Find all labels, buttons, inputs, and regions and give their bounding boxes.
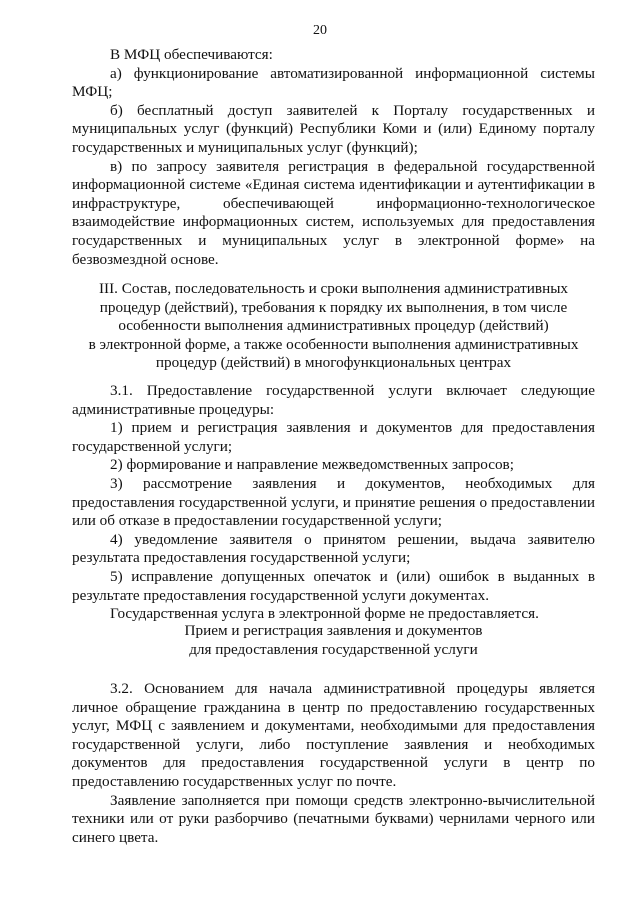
section-heading-line: III. Состав, последовательность и сроки выполнения административных [99,280,568,297]
mfc-provision-item: в) по запросу заявителя регистрация в федеральной государственной информационной системе «Единая система идентификации и аутентификации в инфраструктуре, обеспечивающей информационно-технологическое взаимодействие информационных систем, используемых для предоставления государственных и муниципальных услуг в электронной форме» на безвозмездной основе. [72,157,595,268]
mfc-provision-item: б) бесплатный доступ заявителей к Порталу государственных и муниципальных услуг (функций) Республики Коми и (или) Единому порталу государственных и муниципальных услуг (функций); [72,101,595,156]
procedure-item: 5) исправление допущенных опечаток и (или) ошибок в выданных в результате предоставления государственной услуги документах. [72,567,595,604]
procedure-item: 1) прием и регистрация заявления и документов для предоставления государственной услуги; [72,419,595,455]
electronic-form-note: Государственная услуга в электронной форме не предоставляется. [110,605,539,623]
subsection-heading-line: Прием и регистрация заявления и документов [184,622,483,639]
section-heading-line: особенности выполнения административных процедур (действий) [118,317,549,335]
clause-3-1-intro: 3.1. Предоставление государственной услуги включает следующие административные процедуры: [72,382,595,418]
section-heading-text [72,280,595,373]
page-number: 20 [313,23,327,38]
subsection-heading-line: для предоставления государственной услуги [189,640,478,658]
section-heading-line: процедур (действий) в многофункциональных центрах [155,354,512,372]
section-heading-line: в электронной форме, а также особенности выполнения административных [88,335,579,353]
procedure-item: 3) рассмотрение заявления и документов, необходимых для предоставления государственной услуги, и принятие решения о предоставлении или об отказе в предоставлении государственной услуги; [72,474,595,530]
clause-3-2-block [72,680,595,847]
subsection-heading-text [72,622,595,659]
mfc-provisions-block [72,46,595,269]
procedure-item: 4) уведомление заявителя о принятом решении, выдача заявителю результата предоставления государственной услуги; [72,530,595,567]
application-form-paragraph: Заявление заполняется при помощи средств электронно-вычислительной техники или от руки разборчиво (печатными буквами) чернилами черного или синего цвета. [72,791,595,846]
clause-3-1-block [72,382,595,624]
procedure-item: 2) формирование и направление межведомственных запросов; [110,456,514,474]
mfc-provisions-intro: В МФЦ обеспечиваются: [110,46,273,63]
section-heading-line: процедур (действий), требования к порядку их выполнения, в том числе [99,298,568,316]
mfc-provision-item: а) функционирование автоматизированной информационной системы МФЦ; [72,64,595,101]
section-heading [72,280,595,373]
subsection-heading [72,622,595,659]
clause-3-2-paragraph: 3.2. Основанием для начала административной процедуры является личное обращение гражданина в центр по предоставлению государственных услуг, МФЦ с заявлением и документами, необходимыми для предоставления государственной услуги, либо поступление заявления и необходимых документов для предоставления государственной услуги в центр по предоставлению государственных услуг по почте. [72,680,595,790]
